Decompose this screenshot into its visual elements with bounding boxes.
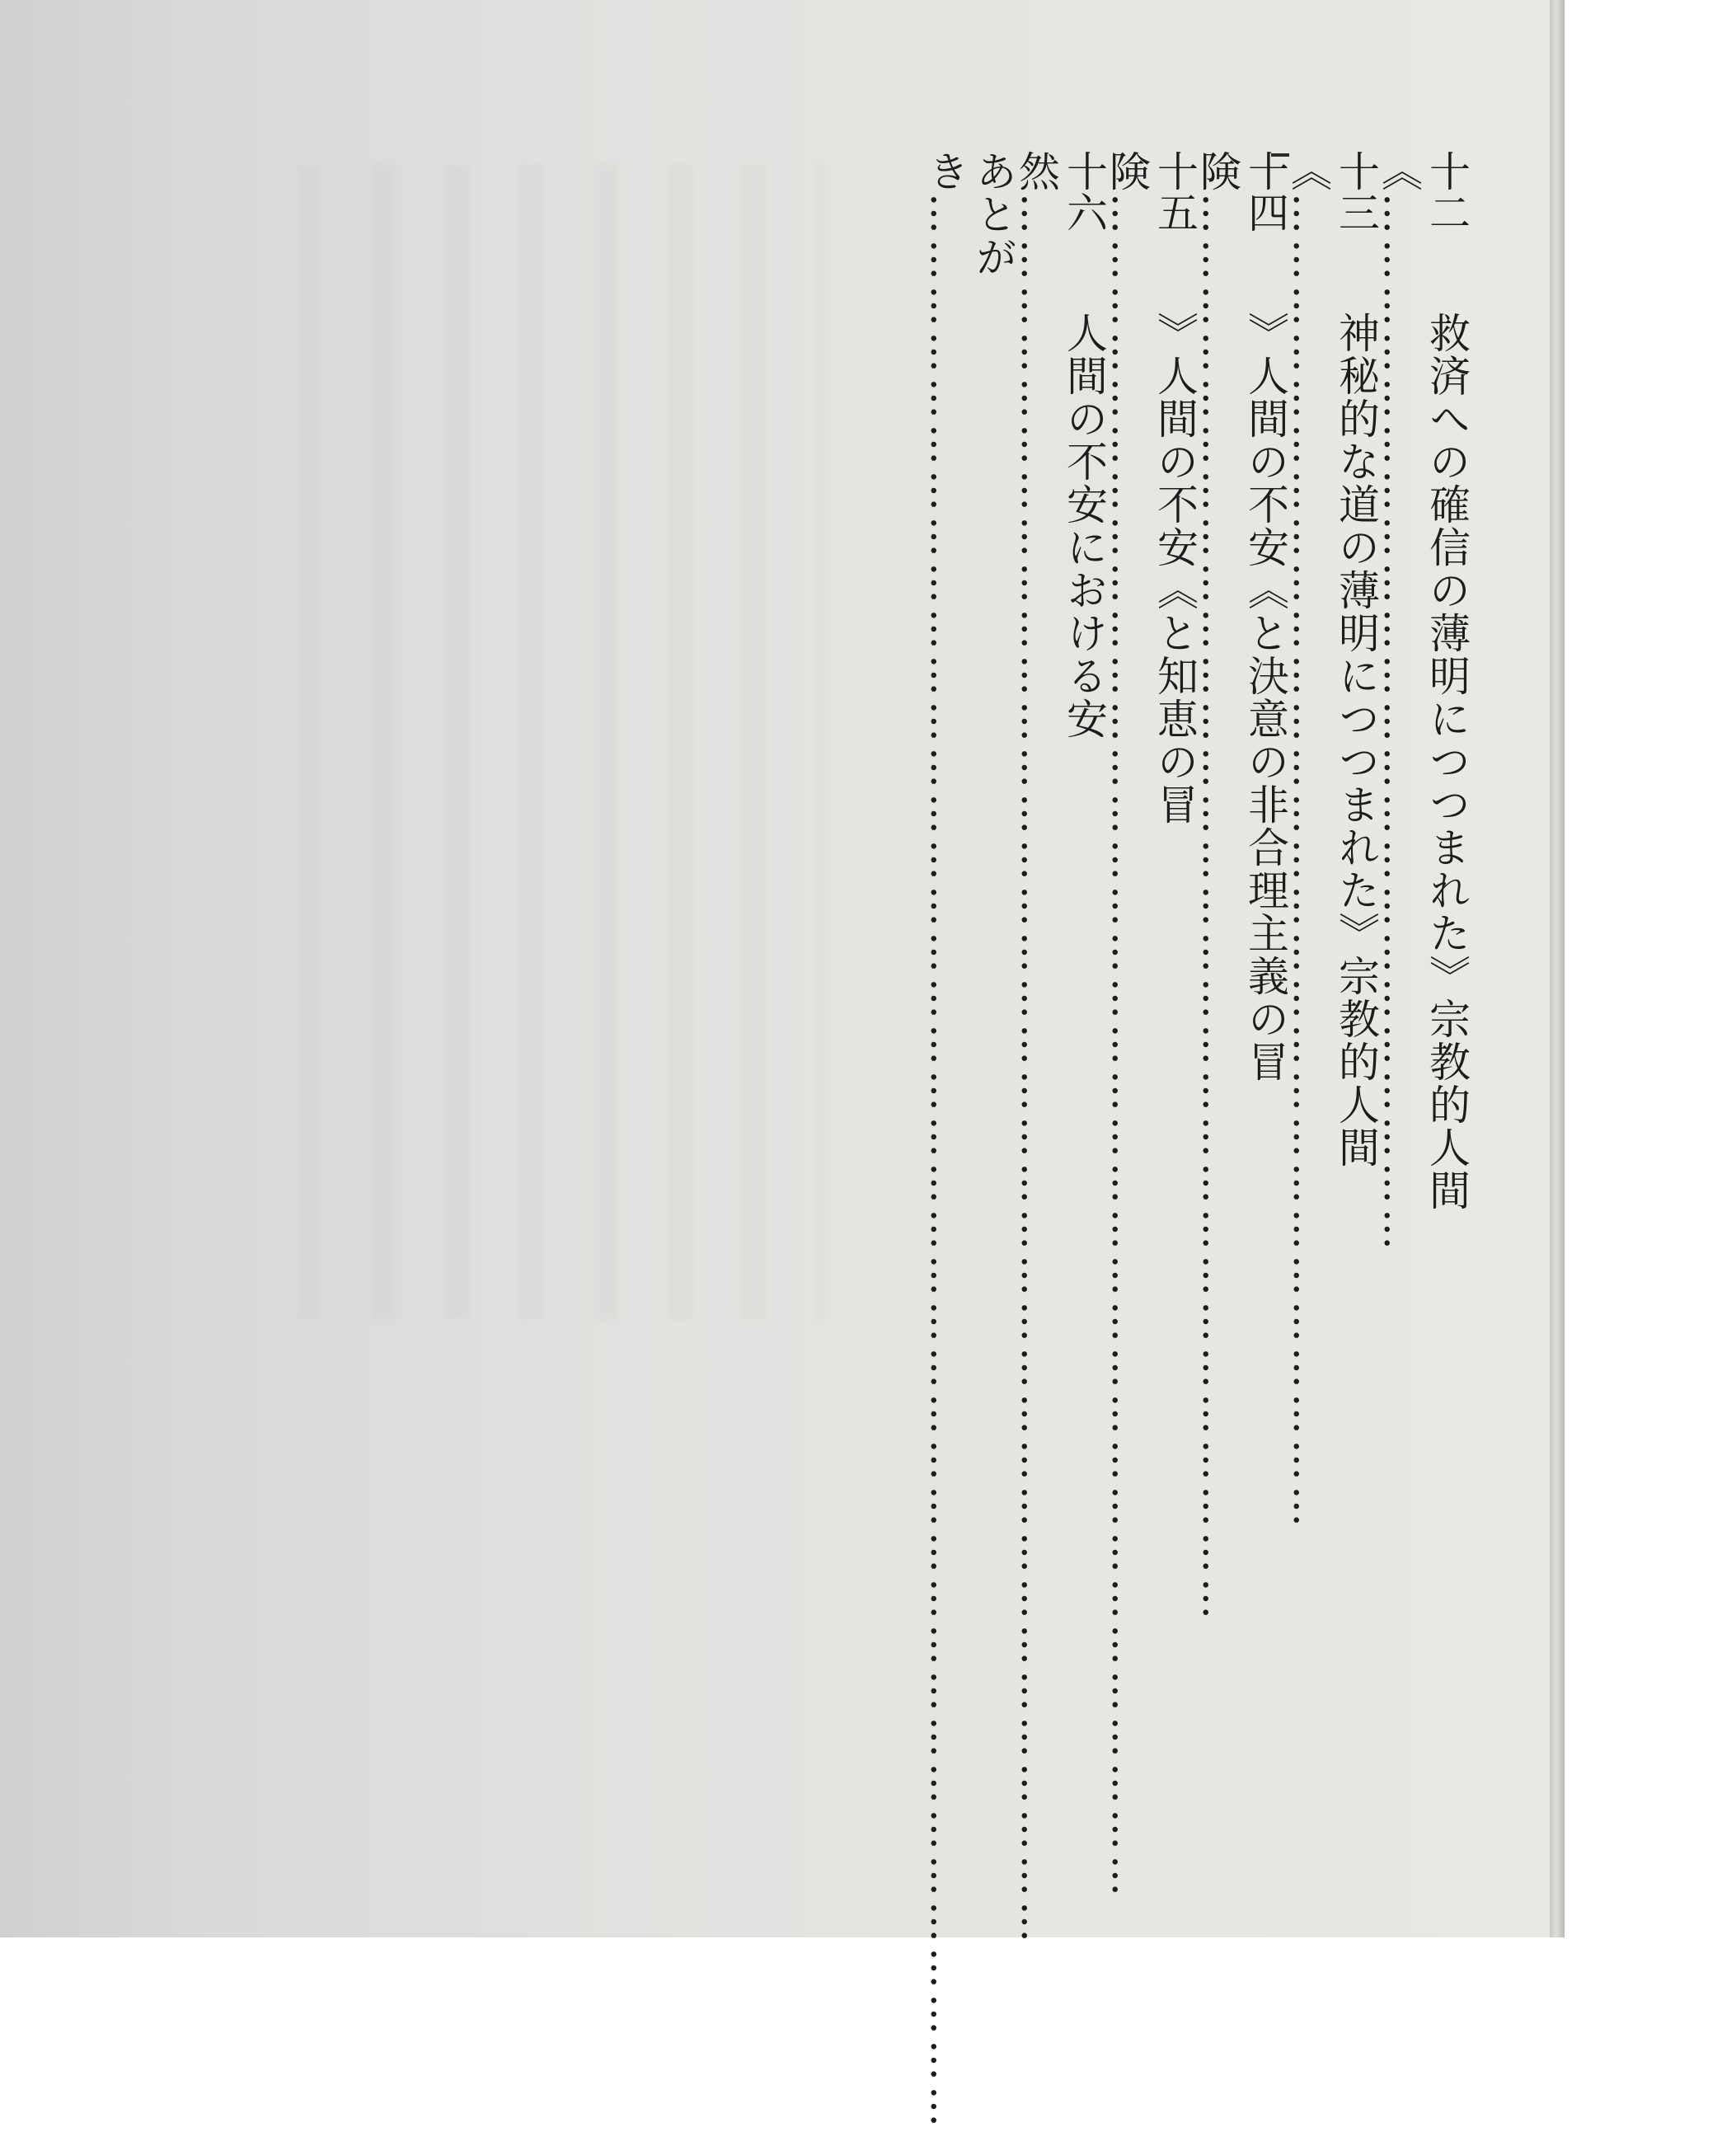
toc-entry-15 [1103,150,1199,1937]
entry-title: 神秘的な道の薄明につつまれた》宗教的人間《 [1284,150,1380,1169]
dot-leader: ……………………………………………………………………………………………………………… [922,193,969,2132]
dot-leader: …………………………………………………………… [1375,193,1423,1255]
toc-entry-12 [1375,150,1471,1937]
toc-entry-13 [1284,150,1380,1937]
entry-title: 》人間の不安《と知恵の冒険 [1103,150,1199,826]
entry-title: 救済への確信の薄明につつまれた》宗教的人間《 [1375,150,1471,1212]
dot-leader: …………………………………………………………………………………………………… [1012,193,1060,1947]
dot-leader: ………………………………………………………………………………… [1194,193,1241,1624]
entry-number: 十四 [1241,150,1289,232]
entry-number: 十二 [1423,150,1471,232]
entry-number: 十三 [1332,150,1380,232]
entry-title: 》人間の不安《と決意の非合理主義の冒険 [1194,150,1289,1083]
toc-entry-afterword [922,150,1017,2132]
toc-entry-16 [1012,150,1108,1947]
entry-title: 人間の不安における安然 [1012,150,1108,740]
dot-leader: ………………………………………………………………………………………………… [1103,193,1151,1901]
entry-number: 十五 [1151,150,1199,232]
entry-number: 十六 [1060,150,1108,232]
page-edge [1550,0,1565,1937]
table-of-contents [922,150,1471,2132]
toc-entry-14 [1194,150,1289,1937]
dot-leader: …………………………………………………………………………… [1284,193,1332,1532]
show-through-text [247,165,824,1319]
entry-title: あとがき [922,150,1017,279]
